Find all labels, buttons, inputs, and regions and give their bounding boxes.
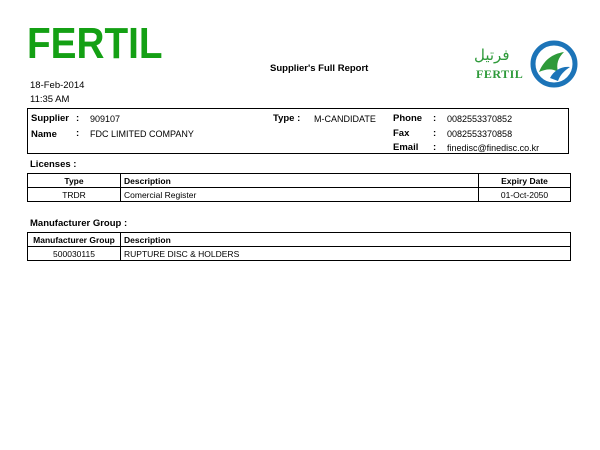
- licenses-header-row: [28, 174, 571, 188]
- manufacturer-col-description: Description: [121, 233, 571, 247]
- licenses-col-expiry: Expiry Date: [479, 174, 571, 188]
- licenses-table: [27, 173, 571, 202]
- supplier-info-box: [27, 108, 569, 154]
- license-expiry: 01-Oct-2050: [479, 188, 571, 202]
- report-date: 18-Feb-2014: [30, 80, 85, 91]
- supplier-label: Supplier: [31, 113, 70, 124]
- type-value: M-CANDIDATE: [314, 114, 376, 124]
- manufacturer-group-description: RUPTURE DISC & HOLDERS: [121, 247, 571, 261]
- supplier-colon: :: [76, 113, 80, 124]
- licenses-col-type: Type: [28, 174, 121, 188]
- license-description: Comercial Register: [121, 188, 479, 202]
- fertil-logo: [474, 40, 578, 92]
- name-label: Name: [31, 129, 57, 140]
- fax-label: Fax: [393, 128, 410, 139]
- manufacturer-header-row: [28, 233, 571, 247]
- fertil-bird-logo-icon: [530, 40, 578, 88]
- email-value: finedisc@finedisc.co.kr: [447, 143, 540, 153]
- table-row: [28, 188, 571, 202]
- report-title: Supplier's Full Report: [270, 63, 369, 74]
- manufacturer-col-group: Manufacturer Group: [28, 233, 121, 247]
- phone-colon: :: [433, 113, 437, 124]
- type-label: Type :: [273, 113, 301, 124]
- table-row: [28, 247, 571, 261]
- logo-arabic-text: فرتيل: [474, 46, 510, 64]
- phone-value: 0082553370852: [447, 114, 513, 124]
- manufacturer-group-table: [27, 232, 571, 261]
- licenses-col-description: Description: [121, 174, 479, 188]
- email-colon: :: [433, 142, 437, 153]
- brand-title: FERTIL: [27, 19, 163, 68]
- name-colon: :: [76, 128, 80, 139]
- email-label: Email: [393, 142, 419, 153]
- manufacturer-group-code: 500030115: [28, 247, 121, 261]
- manufacturer-group-title: Manufacturer Group :: [30, 218, 128, 229]
- licenses-title: Licenses :: [30, 159, 77, 170]
- license-type: TRDR: [28, 188, 121, 202]
- fax-colon: :: [433, 128, 437, 139]
- supplier-value: 909107: [90, 114, 121, 124]
- logo-english-text: FERTIL: [476, 67, 524, 81]
- phone-label: Phone: [393, 113, 423, 124]
- fax-value: 0082553370858: [447, 129, 513, 139]
- name-value: FDC LIMITED COMPANY: [90, 129, 194, 139]
- report-time: 11:35 AM: [30, 94, 70, 105]
